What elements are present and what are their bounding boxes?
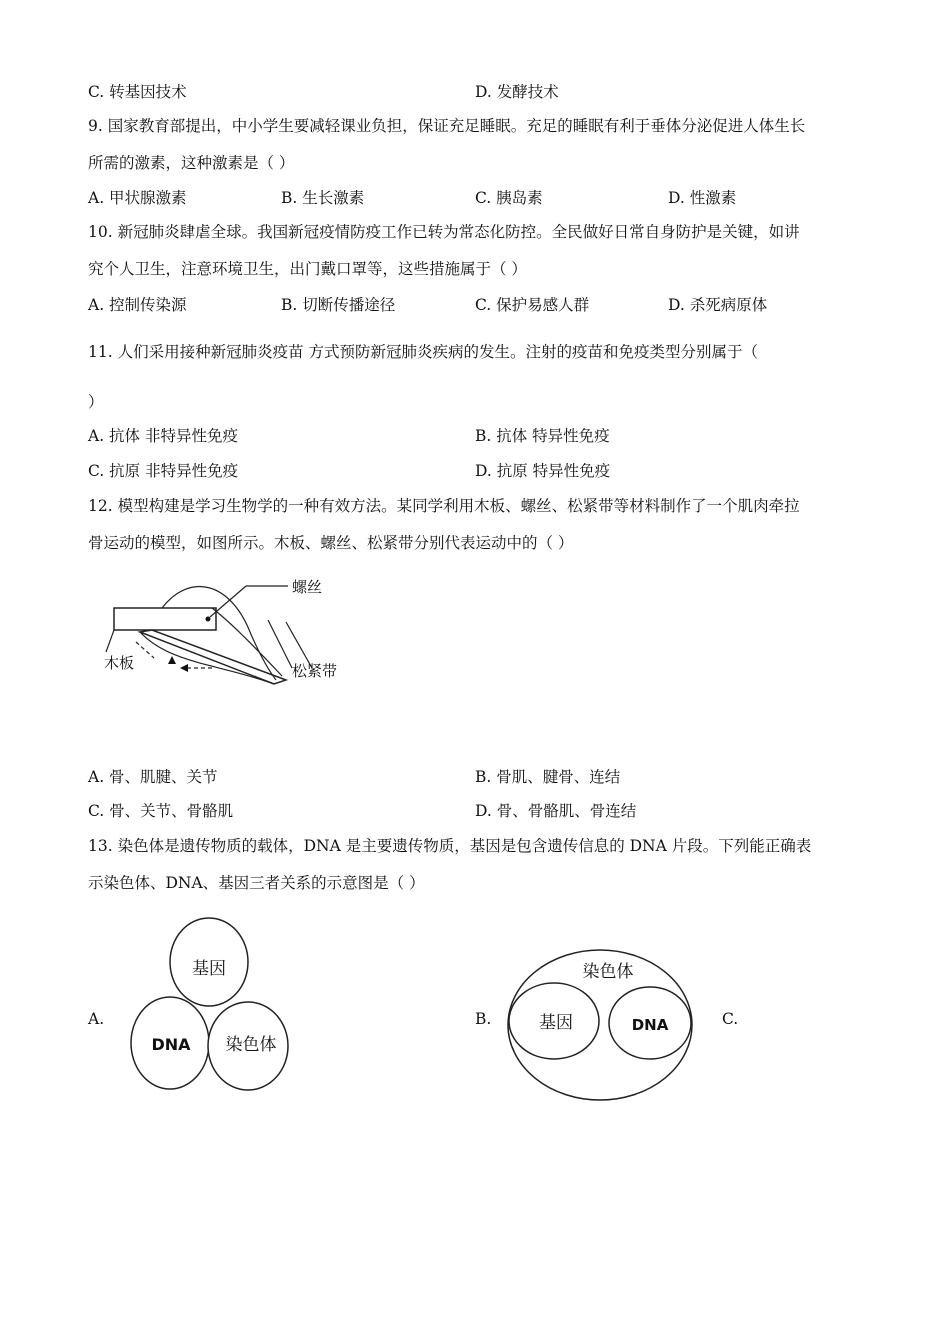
q13-stem-line2: 示染色体、DNA、基因三者关系的示意图是（ ）: [88, 874, 425, 892]
q10-stem-line2: 究个人卫生，注意环境卫生，出门戴口罩等，这些措施属于（ ）: [88, 260, 527, 278]
figB-chromosome-label: 染色体: [582, 962, 634, 982]
q13-option-c-label: C.: [722, 1010, 739, 1028]
q12-option-b: B. 骨肌、腱骨、连结: [475, 768, 621, 786]
label-screw: 螺丝: [292, 578, 323, 596]
motion-arrowhead-left: [180, 664, 188, 672]
q9-stem-line2: 所需的激素，这种激素是（ ）: [88, 154, 295, 172]
figA-dna-label: DNA: [151, 1035, 191, 1054]
q10-option-d: D. 杀死病原体: [668, 296, 768, 314]
q9-option-d: D. 性激素: [668, 189, 737, 207]
q9-option-a: A. 甲状腺激素: [88, 189, 187, 207]
q9-option-b: B. 生长激素: [281, 189, 365, 207]
figB-gene-label: 基因: [539, 1013, 573, 1033]
q8-option-d: D. 发酵技术: [475, 83, 559, 101]
q11-stem-line2: ）: [88, 393, 104, 411]
q11-option-c: C. 抗原 非特异性免疫: [88, 462, 239, 480]
screw-dot: [206, 617, 211, 622]
figA-gene-label: 基因: [192, 959, 226, 979]
q13-option-b-label: B.: [475, 1010, 492, 1028]
q11-option-d: D. 抗原 特异性免疫: [475, 462, 611, 480]
figA-chromosome-label: 染色体: [225, 1035, 277, 1055]
q9-option-c: C. 胰岛素: [475, 189, 543, 207]
q11-option-a: A. 抗体 非特异性免疫: [88, 427, 238, 445]
q10-option-c: C. 保护易感人群: [475, 296, 590, 314]
q10-stem-line1: 10. 新冠肺炎肆虐全球。我国新冠疫情防疫工作已转为常态化防控。全民做好日常自身防护是关键，如讲: [88, 223, 800, 241]
q12-stem-line2: 骨运动的模型，如图所示。木板、螺丝、松紧带分别代表运动中的（ ）: [88, 534, 574, 552]
q13-figure-a: [125, 910, 295, 1095]
board-pointer: [106, 630, 114, 652]
motion-arrow-down: [136, 642, 154, 658]
motion-arrowhead-up: [168, 656, 176, 664]
q9-stem-line1: 9. 国家教育部提出，中小学生要减轻课业负担，保证充足睡眠。充足的睡眠有利于垂体分泌促进人体生长: [88, 117, 806, 135]
q12-option-d: D. 骨、骨骼肌、骨连结: [475, 802, 637, 820]
q12-muscle-model-figure: [100, 572, 360, 702]
q13-option-a-label: A.: [88, 1010, 105, 1028]
q8-option-c: C. 转基因技术: [88, 83, 187, 101]
label-board: 木板: [104, 654, 135, 672]
q10-option-a: A. 控制传染源: [88, 296, 187, 314]
figB-dna-label: DNA: [631, 1016, 669, 1034]
q12-stem-line1: 12. 模型构建是学习生物学的一种有效方法。某同学利用木板、螺丝、松紧带等材料制作了一个肌肉牵拉: [88, 497, 800, 515]
board-upper: [114, 608, 216, 630]
q11-stem-line1: 11. 人们采用接种新冠肺炎疫苗 方式预防新冠肺炎疾病的发生。注射的疫苗和免疫类型分别属于（: [88, 343, 759, 361]
q12-option-a: A. 骨、肌腱、关节: [88, 768, 218, 786]
label-band: 松紧带: [292, 662, 338, 680]
q13-stem-line1: 13. 染色体是遗传物质的载体，DNA 是主要遗传物质，基因是包含遗传信息的 DNA 片段。下列能正确表: [88, 837, 812, 855]
q11-option-b: B. 抗体 特异性免疫: [475, 427, 610, 445]
elastic-band-upper: [162, 586, 276, 680]
q10-option-b: B. 切断传播途径: [281, 296, 396, 314]
q12-option-c: C. 骨、关节、骨骼肌: [88, 802, 234, 820]
q13-figure-b: [502, 945, 698, 1105]
